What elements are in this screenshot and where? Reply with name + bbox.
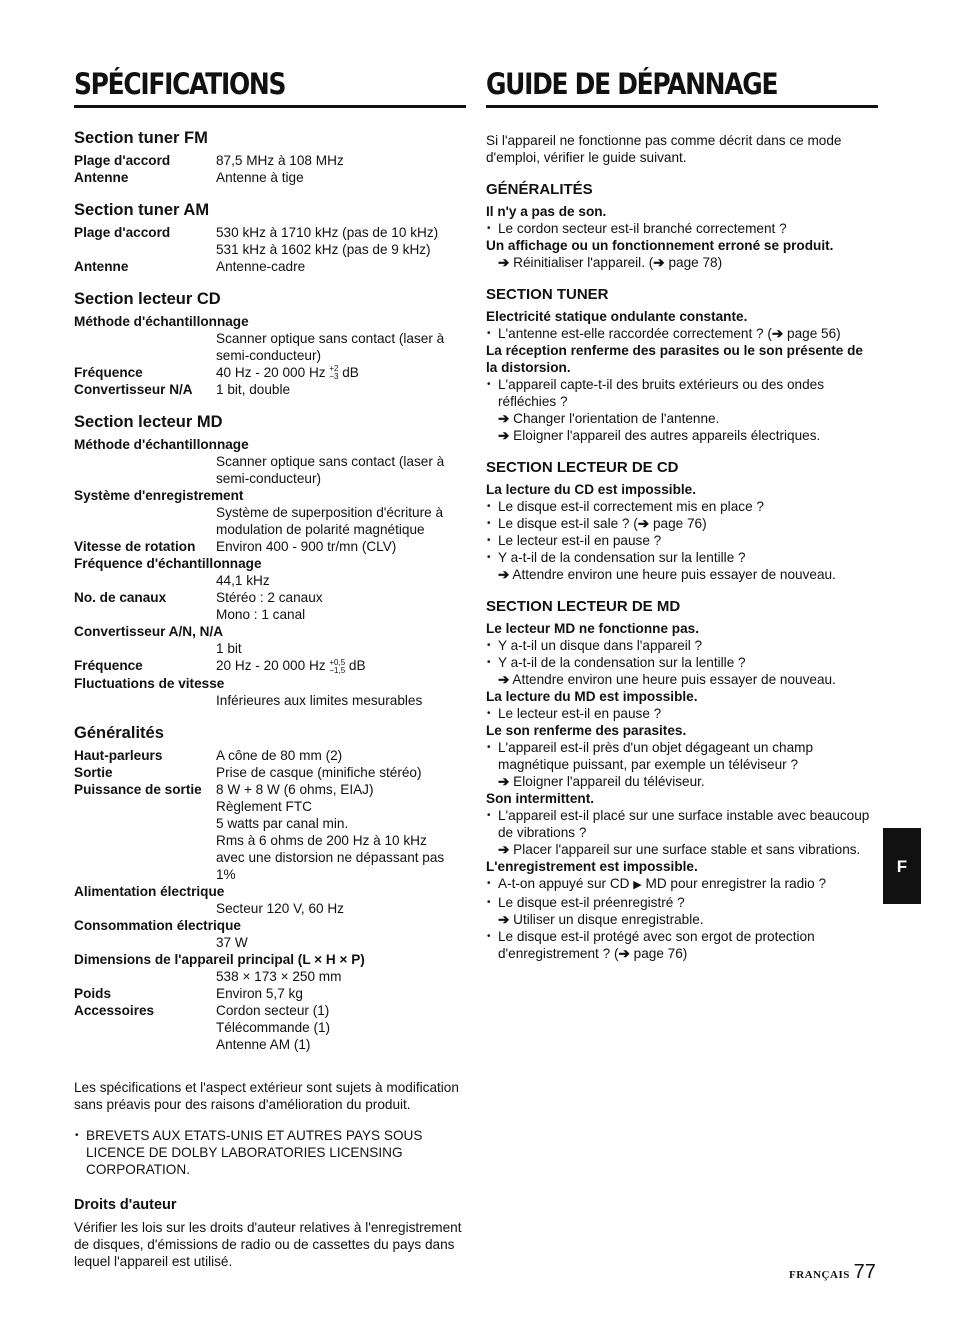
spec-label: Fréquence xyxy=(74,658,143,674)
spec-value-line: 530 kHz à 1710 kHz (pas de 10 kHz) xyxy=(216,225,439,240)
language-tab: F xyxy=(883,828,921,904)
spec-row xyxy=(74,589,466,623)
spec-label: Antenne xyxy=(74,259,129,274)
spec-value: 37 W xyxy=(216,934,248,950)
spec-label: Poids xyxy=(74,985,112,1001)
tolerance-minus: −1,5 xyxy=(329,665,346,675)
spec-label: Alimentation électrique xyxy=(74,883,225,899)
remedy-item xyxy=(486,841,878,858)
title-underline xyxy=(486,105,878,108)
freq-range: 20 Hz - 20 000 Hz xyxy=(216,658,330,674)
spec-value: Environ 5,7 kg xyxy=(216,985,303,1001)
spec-value-line: Système de superposition d'écriture à xyxy=(216,505,444,521)
am-section-heading: Section tuner AM xyxy=(74,201,210,219)
spec-row xyxy=(74,985,466,1002)
spec-value-line: Scanner optique sans contact (laser à xyxy=(216,331,445,346)
spec-value: Antenne à tige xyxy=(216,170,304,185)
check-text: A-t-on appuyé sur CD xyxy=(498,876,634,891)
spec-value-line: Cordon secteur (1) xyxy=(216,1002,330,1018)
spec-value-line: 1% xyxy=(216,866,236,882)
freq-range: 40 Hz - 20 000 Hz xyxy=(216,365,330,380)
tuner-heading: SECTION TUNER xyxy=(486,286,609,303)
cd-section-heading: Section lecteur CD xyxy=(74,290,221,308)
arrow-icon: ➔ xyxy=(618,946,630,961)
spec-value: 538 × 173 × 250 mm xyxy=(216,968,342,984)
spec-label: Antenne xyxy=(74,170,129,185)
copyright-heading: Droits d'auteur xyxy=(74,1196,177,1213)
spec-value-line: Télécommande (1) xyxy=(216,1019,331,1035)
spec-value xyxy=(216,657,466,674)
problem-title: La lecture du CD est impossible. xyxy=(486,482,696,497)
arrow-icon: ➔ xyxy=(498,255,510,270)
spec-label: Convertisseur N/A xyxy=(74,382,193,398)
remedy-text: Réinitialiser l'appareil. ( xyxy=(513,255,654,270)
spec-value-line: Mono : 1 canal xyxy=(216,607,306,623)
check-item: • L'appareil capte-t-il des bruits extérieurs ou des ondes réfléchies ? xyxy=(486,376,878,410)
freq-unit: dB xyxy=(338,365,359,380)
arrow-icon: ➔ xyxy=(653,255,665,270)
spec-value: Antenne-cadre xyxy=(216,259,306,274)
spec-label: Plage d'accord xyxy=(74,225,171,240)
spec-label: Accessoires xyxy=(74,1002,155,1018)
spec-value xyxy=(74,504,466,538)
spec-row xyxy=(74,152,466,169)
spec-row xyxy=(74,764,466,781)
spec-row xyxy=(74,364,466,381)
spec-value: 1 bit xyxy=(216,641,242,657)
spec-value-line: Stéréo : 2 canaux xyxy=(216,590,323,606)
spec-row xyxy=(74,657,466,674)
spec-value xyxy=(74,453,466,487)
specs-note: Les spécifications et l'aspect extérieur sont sujets à modification sans préavis pour des raisons d'amélioration du produit. xyxy=(74,1079,459,1112)
check-item xyxy=(486,875,878,894)
spec-value xyxy=(216,364,466,381)
spec-value xyxy=(216,781,466,883)
md-section-heading: Section lecteur MD xyxy=(74,413,223,432)
spec-row xyxy=(74,1002,466,1053)
check-text: Le disque est-il protégé avec son ergot de protection d'enregistrement ? ( xyxy=(498,929,815,961)
spec-value-line: Rms à 6 ohms de 200 Hz à 10 kHz xyxy=(216,832,427,848)
arrow-icon: ➔ xyxy=(498,567,510,582)
fm-section-heading: Section tuner FM xyxy=(74,129,208,147)
remedy-text: Utiliser un disque enregistrable. xyxy=(513,912,704,927)
arrow-icon: ➔ xyxy=(498,672,510,687)
spec-value: 44,1 kHz xyxy=(216,573,270,589)
remedy-text: Eloigner l'appareil du téléviseur. xyxy=(513,774,705,789)
remedy-item xyxy=(486,254,878,271)
problem-title: Son intermittent. xyxy=(486,791,594,806)
spec-value xyxy=(216,589,466,623)
problem-title: La lecture du MD est impossible. xyxy=(486,689,698,704)
problem-title: Un affichage ou un fonctionnement erroné se produit. xyxy=(486,238,834,253)
spec-label: Fréquence d'échantillonnage xyxy=(74,556,262,572)
spec-value-line: Antenne AM (1) xyxy=(216,1036,311,1052)
spec-label: Fréquence xyxy=(74,365,143,380)
spec-value-line: semi-conducteur) xyxy=(216,348,322,363)
spec-value: Inférieures aux limites mesurables xyxy=(216,692,423,708)
spec-value-line: 8 W + 8 W (6 ohms, EIAJ) xyxy=(216,781,374,797)
check-item xyxy=(486,928,878,962)
problem-title: Il n'y a pas de son. xyxy=(486,204,607,219)
spec-value-line: Scanner optique sans contact (laser à xyxy=(216,454,445,470)
arrow-icon: ➔ xyxy=(498,842,510,857)
general-section-heading: Généralités xyxy=(74,723,164,742)
spec-label: Méthode d'échantillonnage xyxy=(74,314,249,329)
check-text: L'antenne est-elle raccordée correctement ? ( xyxy=(498,326,772,341)
md-heading: SECTION LECTEUR DE MD xyxy=(486,598,681,615)
problem-title: L'enregistrement est impossible. xyxy=(486,859,698,874)
spec-label: No. de canaux xyxy=(74,590,167,606)
arrow-icon: ➔ xyxy=(771,326,784,341)
check-item: • Y a-t-il de la condensation sur la lentille ? xyxy=(486,654,878,671)
spec-row xyxy=(74,781,466,883)
spec-row xyxy=(74,224,466,258)
remedy-text: Placer l'appareil sur une surface stable et sans vibrations. xyxy=(513,842,861,857)
spec-label: Plage d'accord xyxy=(74,153,171,168)
remedy-text: Changer l'orientation de l'antenne. xyxy=(513,411,720,426)
spec-value-line: avec une distorsion ne dépassant pas xyxy=(216,849,445,865)
check-item: • L'appareil est-il placé sur une surface instable avec beaucoup de vibrations ? xyxy=(486,807,878,841)
spec-label: Fluctuations de vitesse xyxy=(74,675,225,691)
arrow-icon: ➔ xyxy=(498,411,510,426)
spec-value: 1 bit, double xyxy=(216,382,291,398)
spec-value: Secteur 120 V, 60 Hz xyxy=(216,900,344,916)
footer-language: FRANÇAIS xyxy=(789,1269,850,1281)
check-item: • Y a-t-il un disque dans l'appareil ? xyxy=(486,637,878,654)
spec-row xyxy=(74,747,466,764)
spec-value-line: modulation de polarité magnétique xyxy=(216,522,425,538)
freq-unit: dB xyxy=(345,658,366,674)
arrow-icon: ➔ xyxy=(637,516,650,531)
arrow-icon: ➔ xyxy=(498,912,510,927)
page-ref: page 76) xyxy=(649,516,707,531)
problem-title: Le lecteur MD ne fonctionne pas. xyxy=(486,621,699,636)
cd-heading: SECTION LECTEUR DE CD xyxy=(486,459,679,476)
patent-notice: • BREVETS AUX ETATS-UNIS ET AUTRES PAYS SOUS LICENCE DE DOLBY LABORATORIES LICENSING CORPORATION. xyxy=(74,1127,466,1178)
remedy-item xyxy=(486,911,878,928)
spec-value xyxy=(216,224,466,258)
check-item xyxy=(486,325,878,342)
remedy-text: Attendre environ une heure puis essayer de nouveau. xyxy=(512,672,836,687)
spec-label: Méthode d'échantillonnage xyxy=(74,437,249,453)
troubleshooting-column xyxy=(486,64,878,962)
spec-value: Environ 400 - 900 tr/mn (CLV) xyxy=(216,539,397,555)
spec-value-line: semi-conducteur) xyxy=(216,471,322,487)
spec-label: Vitesse de rotation xyxy=(74,539,196,555)
troubleshooting-title: GUIDE DE DÉPANNAGE xyxy=(486,67,778,101)
remedy-item xyxy=(486,773,878,790)
spec-value-line: 5 watts par canal min. xyxy=(216,815,349,831)
page-ref: page 56) xyxy=(783,326,841,341)
specifications-title: SPÉCIFICATIONS xyxy=(74,67,286,101)
spec-value xyxy=(74,330,466,364)
specifications-column xyxy=(74,64,466,1270)
check-item: • Le lecteur est-il en pause ? xyxy=(486,705,878,722)
check-item: • Le cordon secteur est-il branché correctement ? xyxy=(486,220,878,237)
arrow-icon: ➔ xyxy=(498,428,510,443)
remedy-text: Attendre environ une heure puis essayer de nouveau. xyxy=(512,567,836,582)
spec-label: Dimensions de l'appareil principal (L × H × P) xyxy=(74,951,365,967)
remedy-item xyxy=(486,427,878,444)
spec-value xyxy=(216,1002,466,1053)
tolerance-plus: +2 xyxy=(329,364,339,374)
spec-label: Haut-parleurs xyxy=(74,747,163,763)
guide-intro: Si l'appareil ne fonctionne pas comme décrit dans ce mode d'emploi, vérifier le guide suivant. xyxy=(486,133,842,165)
spec-row xyxy=(74,381,466,398)
tolerance-minus: −3 xyxy=(329,372,339,382)
spec-value: 87,5 MHz à 108 MHz xyxy=(216,153,344,168)
problem-title: La réception renferme des parasites ou le son présente de la distorsion. xyxy=(486,343,863,375)
check-item: • Le disque est-il correctement mis en place ? xyxy=(486,498,878,515)
page-footer xyxy=(789,1261,876,1284)
check-text: Le disque est-il sale ? ( xyxy=(498,516,638,531)
problem-title: Electricité statique ondulante constante. xyxy=(486,309,748,324)
spec-label: Puissance de sortie xyxy=(74,781,202,797)
spec-row xyxy=(74,538,466,555)
check-item xyxy=(486,515,878,532)
check-item: • Le disque est-il préenregistré ? xyxy=(486,894,878,911)
copyright-text: Vérifier les lois sur les droits d'auteur relatives à l'enregistrement de disques, d'émissions de radio ou de cassettes du pays dans lequel l'appareil est utilisé. xyxy=(74,1219,462,1269)
play-icon: ▶ xyxy=(633,879,642,891)
check-text: MD pour enregistrer la radio ? xyxy=(641,876,827,891)
remedy-item xyxy=(486,671,878,688)
problem-title: Le son renferme des parasites. xyxy=(486,723,687,738)
remedy-text: Eloigner l'appareil des autres appareils électriques. xyxy=(513,428,821,443)
tolerance-plus: +0,5 xyxy=(329,657,346,667)
title-underline xyxy=(74,105,466,108)
spec-value-line: Règlement FTC xyxy=(216,798,312,814)
spec-label: Système d'enregistrement xyxy=(74,488,244,504)
spec-label: Convertisseur A/N, N/A xyxy=(74,624,224,640)
spec-value: Prise de casque (minifiche stéréo) xyxy=(216,764,422,780)
page-number: 77 xyxy=(853,1261,876,1283)
general-heading: GÉNÉRALITÉS xyxy=(486,181,593,198)
check-item: • Y a-t-il de la condensation sur la lentille ? xyxy=(486,549,878,566)
check-item: • Le lecteur est-il en pause ? xyxy=(486,532,878,549)
check-item: • L'appareil est-il près d'un objet dégageant un champ magnétique puissant, par exemple un téléviseur ? xyxy=(486,739,878,773)
spec-label: Consommation électrique xyxy=(74,917,241,933)
page-ref: page 78) xyxy=(664,255,723,270)
spec-value: A cône de 80 mm (2) xyxy=(216,747,343,763)
spec-row xyxy=(74,169,466,186)
spec-value-line: 531 kHz à 1602 kHz (pas de 9 kHz) xyxy=(216,242,431,257)
spec-row xyxy=(74,258,466,275)
page-ref: page 76) xyxy=(629,946,688,961)
remedy-item xyxy=(486,566,878,583)
spec-label: Sortie xyxy=(74,764,113,780)
remedy-item xyxy=(486,410,878,427)
arrow-icon: ➔ xyxy=(498,774,510,789)
